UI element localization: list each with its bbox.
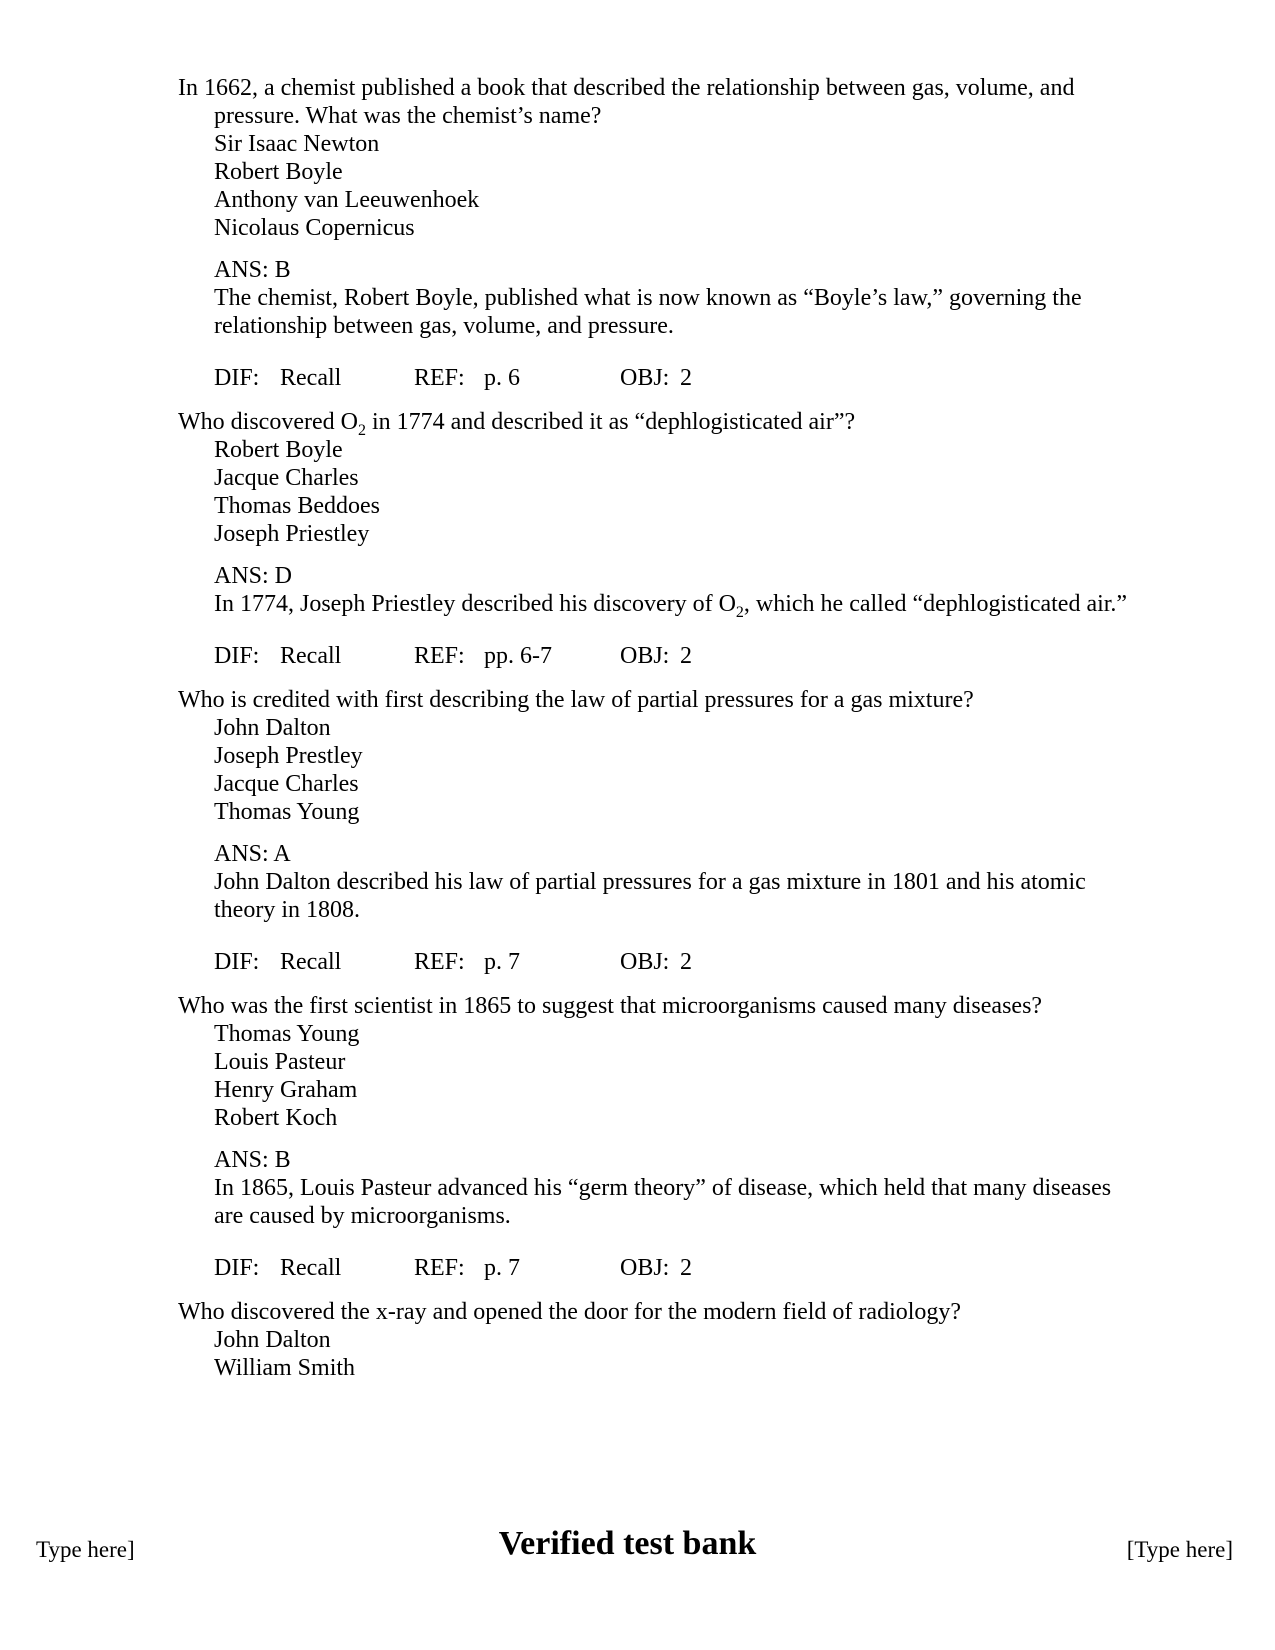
- dif-value: Recall: [280, 365, 342, 391]
- choice-b: Robert Boyle: [214, 159, 343, 185]
- choice-a: Robert Boyle: [214, 437, 343, 463]
- answer-rationale: In 1865, Louis Pasteur advanced his “germ theory” of disease, which held that many diseases are caused by microorganisms.: [214, 1175, 1112, 1229]
- question-5: [178, 1298, 1138, 1382]
- choice-d: Joseph Priestley: [214, 521, 370, 547]
- ref-label: REF:: [414, 1255, 465, 1281]
- choice-b: Jacque Charles: [214, 465, 359, 491]
- choice-a: Thomas Young: [214, 1021, 360, 1047]
- ref-value: p. 7: [484, 1255, 520, 1281]
- answer-choices: [214, 436, 1138, 548]
- choice-b: Louis Pasteur: [214, 1049, 346, 1075]
- dif-label: DIF:: [214, 365, 260, 391]
- rationale-subscript: 2: [735, 603, 744, 621]
- obj-value: 2: [680, 949, 692, 975]
- ref-label: REF:: [414, 949, 465, 975]
- choice-b: Joseph Prestley: [214, 743, 363, 769]
- question-1: [178, 74, 1138, 392]
- ref-label: REF:: [414, 365, 465, 391]
- obj-label: OBJ:: [620, 1255, 670, 1281]
- answer-key: ANS: B: [214, 1147, 291, 1173]
- stem-text-post: in 1774 and described it as “dephlogisticated air”?: [365, 409, 856, 435]
- question-stem: Who is credited with first describing the law of partial pressures for a gas mixture?: [178, 687, 974, 713]
- question-meta: [214, 1254, 1138, 1282]
- obj-value: 2: [680, 1255, 692, 1281]
- question-meta: [214, 948, 1138, 976]
- question-stem: [178, 408, 1138, 439]
- question-4: [178, 992, 1138, 1282]
- dif-value: Recall: [280, 949, 342, 975]
- answer-key: ANS: B: [214, 257, 291, 283]
- ref-label: REF:: [414, 643, 465, 669]
- answer-rationale: John Dalton described his law of partial pressures for a gas mixture in 1801 and his atomic theory in 1808.: [214, 869, 1086, 923]
- obj-value: 2: [680, 365, 692, 391]
- choice-c: Jacque Charles: [214, 771, 359, 797]
- choice-c: Henry Graham: [214, 1077, 358, 1103]
- dif-value: Recall: [280, 643, 342, 669]
- question-stem: In 1662, a chemist published a book that described the relationship between gas, volume, and pressure. What was the chemist’s name?: [178, 75, 1075, 129]
- choice-c: Thomas Beddoes: [214, 493, 380, 519]
- question-stem: Who was the first scientist in 1865 to suggest that microorganisms caused many diseases?: [178, 993, 1043, 1019]
- answer-choices: [214, 714, 1138, 826]
- question-3: [178, 686, 1138, 976]
- dif-label: DIF:: [214, 949, 260, 975]
- answer-block: [214, 840, 1138, 924]
- ref-value: p. 7: [484, 949, 520, 975]
- question-meta: [214, 364, 1138, 392]
- answer-block: [214, 1146, 1138, 1230]
- obj-value: 2: [680, 643, 692, 669]
- answer-block: [214, 256, 1138, 340]
- rationale-text-pre: In 1774, Joseph Priestley described his discovery of O: [214, 591, 736, 617]
- ref-value: pp. 6-7: [484, 643, 552, 669]
- obj-label: OBJ:: [620, 365, 670, 391]
- test-bank-content: [178, 74, 1138, 1398]
- question-2: [178, 408, 1138, 670]
- stem-subscript: 2: [357, 421, 366, 439]
- choice-b: William Smith: [214, 1355, 356, 1381]
- dif-label: DIF:: [214, 643, 260, 669]
- dif-value: Recall: [280, 1255, 342, 1281]
- rationale-text-post: , which he called “dephlogisticated air.”: [743, 591, 1128, 617]
- ref-value: p. 6: [484, 365, 520, 391]
- stem-text-pre: Who discovered O: [178, 409, 358, 435]
- answer-choices: [214, 130, 1138, 242]
- footer-title: Verified test bank: [498, 1525, 757, 1562]
- obj-label: OBJ:: [620, 643, 670, 669]
- choice-a: John Dalton: [214, 715, 331, 741]
- footer-left-placeholder: Type here]: [36, 1537, 135, 1562]
- question-stem: Who discovered the x-ray and opened the door for the modern field of radiology?: [178, 1299, 962, 1325]
- choice-c: Anthony van Leeuwenhoek: [214, 187, 480, 213]
- question-meta: [214, 642, 1138, 670]
- choice-a: John Dalton: [214, 1327, 331, 1353]
- choice-d: Thomas Young: [214, 799, 360, 825]
- answer-key: ANS: D: [214, 563, 293, 589]
- answer-rationale: [214, 590, 1138, 621]
- obj-label: OBJ:: [620, 949, 670, 975]
- footer-right-placeholder: [Type here]: [1126, 1537, 1233, 1562]
- answer-rationale: The chemist, Robert Boyle, published what is now known as “Boyle’s law,” governing the relationship between gas, volume, and pressure.: [214, 285, 1082, 339]
- answer-choices: [214, 1326, 1138, 1382]
- answer-block: [214, 562, 1138, 621]
- choice-a: Sir Isaac Newton: [214, 131, 380, 157]
- choice-d: Robert Koch: [214, 1105, 338, 1131]
- answer-choices: [214, 1020, 1138, 1132]
- dif-label: DIF:: [214, 1255, 260, 1281]
- answer-key: ANS: A: [214, 841, 291, 867]
- choice-d: Nicolaus Copernicus: [214, 215, 415, 241]
